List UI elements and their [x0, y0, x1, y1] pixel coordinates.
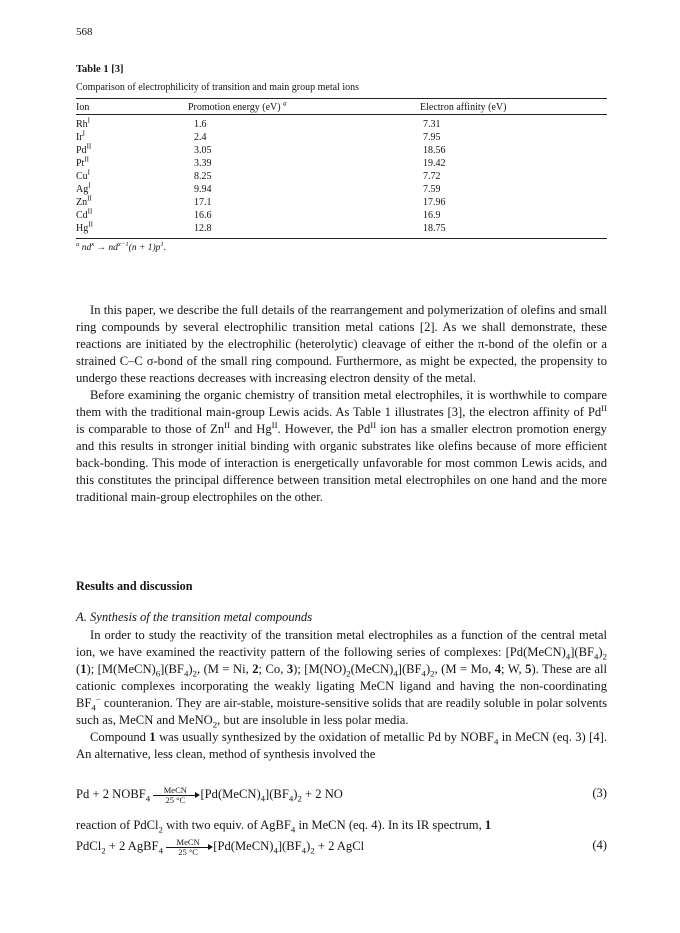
cell-ion: $Rh^I$: [76, 116, 91, 130]
cell-electron-affinity: 19.42: [423, 158, 446, 169]
cell-promotion-energy: 17.1: [194, 197, 212, 208]
table-row: [76, 222, 607, 239]
synthesis-text: [76, 627, 607, 763]
header-electron-affinity: Electron affinity (eV): [387, 99, 607, 115]
cell-ion: $Pd^{II}$: [76, 142, 92, 156]
cell-ion: $Pt^{II}$: [76, 155, 90, 169]
paragraph-3: In order to study the reactivity of the transition metal electrophiles as a function of the central metal ion, we have examined the reactivity pattern of the following series of complexes: $[Pd(MeCN)_4](BF_4)_2$ (1); $[M(MeCN)_6](BF_4)_2$, (M = Ni, 2; Co, 3); $[M(NO)_2(MeCN)_4](BF_4)_2$, (M = Mo, 4; W, 5). These are all cationic complexes incorporating the weakly ligating MeCN ligand and having the non-coordinating $BF_4^-$ counteranion. They are air-stable, moisture-sensitive solids that are readily soluble in polar solvents such as, MeCN and MeNO$_2$, but are insoluble in less polar media.: [76, 628, 607, 730]
cell-ion: $Cu^I$: [76, 168, 91, 182]
header-promotion-text: Promotion energy (eV): [188, 102, 284, 113]
table-row: [76, 196, 607, 209]
cell-promotion-energy: 8.25: [194, 171, 212, 182]
cell-electron-affinity: 16.9: [423, 210, 441, 221]
table-row: [76, 209, 607, 222]
page-number: 568: [76, 26, 93, 38]
table-body: [76, 115, 607, 239]
cell-promotion-energy: 16.6: [194, 210, 212, 221]
paragraph-5: reaction of PdCl$_2$ with two equiv. of AgBF$_4$ in MeCN (eq. 4). In its IR spectrum, 1: [76, 818, 492, 835]
cell-electron-affinity: 7.59: [423, 184, 441, 195]
cell-promotion-energy: 2.4: [194, 132, 207, 143]
cell-promotion-energy: 12.8: [194, 223, 212, 234]
table-title: Table 1 [3]: [76, 64, 124, 75]
cell-promotion-energy: 3.05: [194, 145, 212, 156]
cell-electron-affinity: 18.75: [423, 223, 446, 234]
section-heading: Results and discussion: [76, 579, 193, 593]
table-row: [76, 170, 607, 183]
paragraph-1: In this paper, we describe the full details of the rearrangement and polymerization of olefins and small ring compounds by several electrophilic transition metal cations [2]. As we shall demonstrate, these reactions are initiated by the electrophilic (heterolytic) cleavage of either the π-bond of the olefin or a strained C–C σ-bond of the small ring compound. Furthermore, as might be expected, the propensity to undergo these reactions decreases with increasing electron density of the metal.: [76, 303, 607, 385]
cell-promotion-energy: 9.94: [194, 184, 212, 195]
eq3-number: (3): [592, 786, 607, 800]
paragraph-2: Before examining the organic chemistry of transition metal electrophiles, it is worthwhile to compare them with the traditional main-group Lewis acids. As Table 1 illustrates [3], the electron affinity of $Pd^{II}$ is comparable to those of $Zn^{II}$ and $Hg^{II}$. However, the $Pd^{II}$ ion has a smaller electron promotion energy and this results in stronger initial binding with organic substrates like olefins because of more efficient back-bonding. This mode of interaction is energetically unfavorable for most common Lewis acids, and this constitutes the principal difference between transition metal electrophiles on one hand and the more traditional main-group electrophiles on the other.: [76, 388, 607, 504]
cell-electron-affinity: 7.72: [423, 171, 441, 182]
table-row: [76, 144, 607, 157]
equation-4: [76, 838, 607, 857]
subsection-heading: A. Synthesis of the transition metal compounds: [76, 610, 313, 624]
cell-ion: $Ag^I$: [76, 181, 91, 195]
eq4-arrow: [166, 838, 210, 857]
eq4-over: MeCN: [176, 837, 200, 847]
table-1: [76, 64, 607, 253]
cell-electron-affinity: 17.96: [423, 197, 446, 208]
cell-ion: $Hg^{II}$: [76, 220, 93, 234]
eq4-rhs: $[Pd(MeCN)_4](BF_4)_2 + 2$ AgCl: [213, 839, 365, 856]
cell-electron-affinity: 7.95: [423, 132, 441, 143]
table-row: [76, 131, 607, 144]
paragraph-4: Compound 1 was usually synthesized by the oxidation of metallic Pd by $NOBF_4$ in MeCN (eq. 3) [4]. An alternative, less clean, method of synthesis involved the: [76, 730, 607, 761]
table-row: [76, 115, 607, 132]
cell-promotion-energy: 1.6: [194, 119, 207, 130]
cell-electron-affinity: 7.31: [423, 119, 441, 130]
cell-ion: $Ir^I$: [76, 129, 86, 143]
equation-3: [76, 786, 607, 805]
header-promotion-energy: [188, 99, 387, 115]
eq4-number: (4): [592, 838, 607, 852]
table-row: [76, 183, 607, 196]
header-ion: Ion: [76, 99, 188, 115]
table-footnote: $^a$ $nd^x \to nd^{x-1}(n + 1)p^1$.: [76, 240, 167, 253]
intro-text: [76, 302, 607, 506]
eq3-arrow: [153, 786, 197, 805]
eq3-rhs: $[Pd(MeCN)_4](BF_4)_2 + 2$ NO: [200, 787, 343, 804]
table-row: [76, 157, 607, 170]
cell-ion: $Cd^{II}$: [76, 207, 93, 221]
eq4-under: 25 °C: [178, 847, 198, 857]
cell-ion: $Zn^{II}$: [76, 194, 92, 208]
eq3-over: MeCN: [163, 785, 187, 795]
cell-promotion-energy: 3.39: [194, 158, 212, 169]
header-footnote-mark: a: [283, 99, 287, 108]
table-caption: Comparison of electrophilicity of transition and main group metal ions: [76, 82, 359, 93]
eq3-under: 25 °C: [165, 795, 186, 805]
cell-electron-affinity: 18.56: [423, 145, 446, 156]
electrophilicity-table: [76, 98, 607, 239]
table-header-row: [76, 99, 607, 115]
eq4-lhs: PdCl$_2$ + 2 AgBF$_4$: [76, 839, 163, 856]
eq3-lhs: Pd + 2 $NOBF_4$: [76, 787, 151, 804]
